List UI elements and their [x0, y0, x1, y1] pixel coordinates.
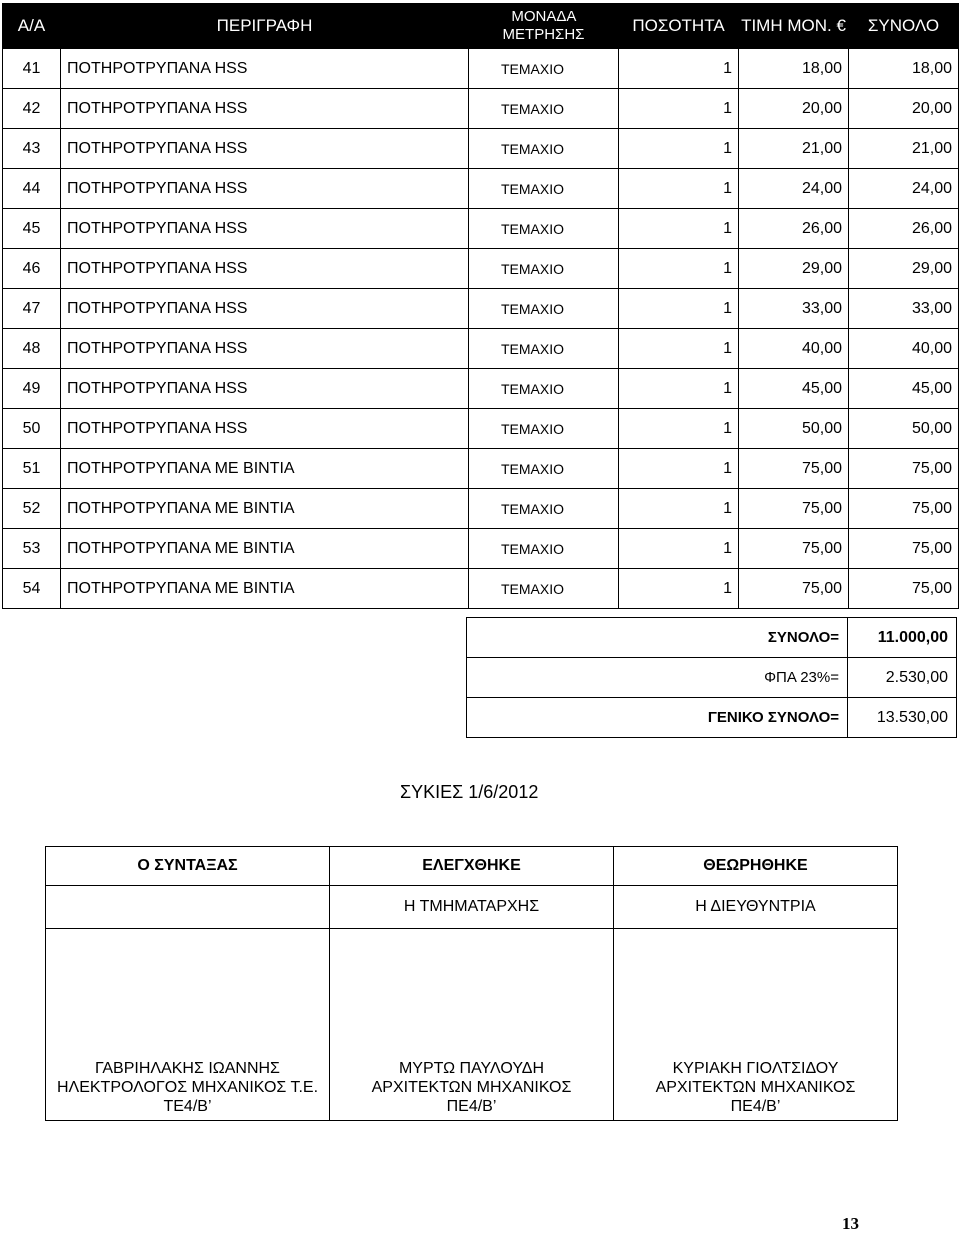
row-description: ΠΟΤΗΡΟΤΡΥΠΑΝΑ HSS — [61, 209, 469, 249]
subtotal-row — [467, 618, 957, 658]
row-total: 40,00 — [849, 329, 959, 369]
row-total: 50,00 — [849, 409, 959, 449]
row-unit: ΤΕΜΑΧΙΟ — [469, 89, 619, 129]
row-quantity: 1 — [619, 249, 739, 289]
signature-approver-grade: ΠΕ4/Β’ — [730, 1098, 781, 1115]
table-header-row — [3, 4, 959, 49]
row-aa: 41 — [3, 49, 61, 89]
row-total: 75,00 — [849, 569, 959, 609]
row-aa: 54 — [3, 569, 61, 609]
row-quantity: 1 — [619, 529, 739, 569]
row-unit: ΤΕΜΑΧΙΟ — [469, 449, 619, 489]
totals-table — [466, 617, 957, 738]
row-aa: 51 — [3, 449, 61, 489]
row-unit: ΤΕΜΑΧΙΟ — [469, 369, 619, 409]
place-date: ΣΥΚΙΕΣ 1/6/2012 — [400, 782, 539, 802]
row-unit-price: 45,00 — [739, 369, 849, 409]
row-quantity: 1 — [619, 289, 739, 329]
row-unit-price: 26,00 — [739, 209, 849, 249]
row-total: 75,00 — [849, 449, 959, 489]
row-unit-price: 75,00 — [739, 529, 849, 569]
row-unit-price: 18,00 — [739, 49, 849, 89]
row-description: ΠΟΤΗΡΟΤΡΥΠΑΝΑ ΜΕ ΒΙΝΤΙΑ — [61, 569, 469, 609]
table-row — [3, 249, 959, 289]
row-aa: 43 — [3, 129, 61, 169]
row-unit: ΤΕΜΑΧΙΟ — [469, 489, 619, 529]
signature-author-grade: ΤΕ4/Β’ — [163, 1098, 212, 1115]
signatures-role-row — [46, 886, 898, 929]
row-total: 24,00 — [849, 169, 959, 209]
signature-header-checked: ΕΛΕΓΧΘΗΚΕ — [330, 847, 614, 886]
row-quantity: 1 — [619, 329, 739, 369]
row-unit: ΤΕΜΑΧΙΟ — [469, 529, 619, 569]
row-quantity: 1 — [619, 369, 739, 409]
row-quantity: 1 — [619, 489, 739, 529]
signature-role-approved: Η ΔΙΕΥΘΥΝΤΡΙΑ — [614, 886, 898, 929]
row-description: ΠΟΤΗΡΟΤΡΥΠΑΝΑ HSS — [61, 49, 469, 89]
row-total: 75,00 — [849, 489, 959, 529]
signature-header-author: Ο ΣΥΝΤΑΞΑΣ — [46, 847, 330, 886]
row-aa: 42 — [3, 89, 61, 129]
row-quantity: 1 — [619, 569, 739, 609]
row-aa: 49 — [3, 369, 61, 409]
vat-value: 2.530,00 — [848, 658, 957, 698]
row-description: ΠΟΤΗΡΟΤΡΥΠΑΝΑ HSS — [61, 169, 469, 209]
header-description: ΠΕΡΙΓΡΑΦΗ — [61, 4, 469, 49]
grand-total-label: ΓΕΝΙΚΟ ΣΥΝΟΛΟ= — [467, 698, 848, 738]
header-unit-price — [739, 4, 849, 49]
signature-author-title: ΗΛΕΚΤΡΟΛΟΓΟΣ ΜΗΧΑΝΙΚΟΣ Τ.Ε. — [56, 1079, 319, 1096]
header-unit-line1: ΜΟΝΑΔΑ — [511, 8, 576, 25]
row-aa: 48 — [3, 329, 61, 369]
signatures-header-row — [46, 847, 898, 886]
row-unit-price: 75,00 — [739, 489, 849, 529]
header-price-line1: ΤΙΜΗ — [741, 16, 783, 35]
header-aa: Α/Α — [3, 4, 61, 49]
row-quantity: 1 — [619, 209, 739, 249]
row-unit-price: 20,00 — [739, 89, 849, 129]
table-row — [3, 329, 959, 369]
grand-total-value: 13.530,00 — [848, 698, 957, 738]
table-row — [3, 89, 959, 129]
row-total: 45,00 — [849, 369, 959, 409]
row-total: 33,00 — [849, 289, 959, 329]
signature-checker-grade: ΠΕ4/Β’ — [446, 1098, 497, 1115]
row-total: 75,00 — [849, 529, 959, 569]
row-unit: ΤΕΜΑΧΙΟ — [469, 169, 619, 209]
row-unit: ΤΕΜΑΧΙΟ — [469, 129, 619, 169]
header-quantity: ΠΟΣΟΤΗΤΑ — [619, 4, 739, 49]
row-quantity: 1 — [619, 89, 739, 129]
row-total: 26,00 — [849, 209, 959, 249]
row-aa: 45 — [3, 209, 61, 249]
row-unit-price: 75,00 — [739, 569, 849, 609]
signatures-table — [45, 846, 898, 1121]
subtotal-label: ΣΥΝΟΛΟ= — [467, 618, 848, 658]
row-description: ΠΟΤΗΡΟΤΡΥΠΑΝΑ HSS — [61, 329, 469, 369]
row-description: ΠΟΤΗΡΟΤΡΥΠΑΝΑ HSS — [61, 129, 469, 169]
table-row — [3, 129, 959, 169]
row-unit-price: 50,00 — [739, 409, 849, 449]
header-total: ΣΥΝΟΛΟ — [849, 4, 959, 49]
row-unit: ΤΕΜΑΧΙΟ — [469, 209, 619, 249]
row-unit-price: 75,00 — [739, 449, 849, 489]
table-row — [3, 289, 959, 329]
row-description: ΠΟΤΗΡΟΤΡΥΠΑΝΑ HSS — [61, 369, 469, 409]
row-description: ΠΟΤΗΡΟΤΡΥΠΑΝΑ ΜΕ ΒΙΝΤΙΑ — [61, 489, 469, 529]
row-unit-price: 29,00 — [739, 249, 849, 289]
table-row — [3, 489, 959, 529]
row-unit-price: 21,00 — [739, 129, 849, 169]
signature-header-approved: ΘΕΩΡΗΘΗΚΕ — [614, 847, 898, 886]
row-aa: 47 — [3, 289, 61, 329]
table-body — [3, 49, 959, 609]
signature-checker-name: ΜΥΡΤΩ ΠΑΥΛΟΥΔΗ — [398, 1060, 545, 1077]
signature-author-name: ΓΑΒΡΙΗΛΑΚΗΣ ΙΩΑΝΝΗΣ — [95, 1060, 280, 1077]
table-row — [3, 209, 959, 249]
row-unit-price: 24,00 — [739, 169, 849, 209]
row-unit-price: 40,00 — [739, 329, 849, 369]
subtotal-value: 11.000,00 — [848, 618, 957, 658]
row-aa: 44 — [3, 169, 61, 209]
row-description: ΠΟΤΗΡΟΤΡΥΠΑΝΑ HSS — [61, 249, 469, 289]
vat-label: ΦΠΑ 23%= — [467, 658, 848, 698]
row-total: 21,00 — [849, 129, 959, 169]
signature-approver-name: ΚΥΡΙΑΚΗ ΓΙΟΛΤΣΙΔΟΥ — [672, 1060, 839, 1077]
table-row — [3, 449, 959, 489]
row-unit: ΤΕΜΑΧΙΟ — [469, 569, 619, 609]
row-aa: 52 — [3, 489, 61, 529]
signature-role-checked: Η ΤΜΗΜΑΤΑΡΧΗΣ — [330, 886, 614, 929]
table-row — [3, 529, 959, 569]
signature-role-author — [46, 886, 330, 929]
vat-row — [467, 658, 957, 698]
page-number: 13 — [842, 1214, 859, 1233]
row-unit: ΤΕΜΑΧΙΟ — [469, 249, 619, 289]
signature-checker-title: ΑΡΧΙΤΕΚΤΩΝ ΜΗΧΑΝΙΚΟΣ — [371, 1079, 572, 1096]
signature-checker — [330, 929, 614, 1121]
row-unit-price: 33,00 — [739, 289, 849, 329]
row-unit: ΤΕΜΑΧΙΟ — [469, 49, 619, 89]
row-quantity: 1 — [619, 409, 739, 449]
row-aa: 46 — [3, 249, 61, 289]
signature-approver-title: ΑΡΧΙΤΕΚΤΩΝ ΜΗΧΑΝΙΚΟΣ — [655, 1079, 856, 1096]
header-unit-line2: ΜΕΤΡΗΣΗΣ — [502, 26, 585, 43]
table-row — [3, 369, 959, 409]
table-row — [3, 569, 959, 609]
row-description: ΠΟΤΗΡΟΤΡΥΠΑΝΑ ΜΕ ΒΙΝΤΙΑ — [61, 529, 469, 569]
table-row — [3, 169, 959, 209]
row-unit: ΤΕΜΑΧΙΟ — [469, 329, 619, 369]
signature-author — [46, 929, 330, 1121]
grand-total-row — [467, 698, 957, 738]
row-aa: 53 — [3, 529, 61, 569]
signature-approver — [614, 929, 898, 1121]
row-quantity: 1 — [619, 49, 739, 89]
items-table — [2, 3, 959, 609]
row-total: 29,00 — [849, 249, 959, 289]
table-row — [3, 49, 959, 89]
header-price-line2: ΜΟΝ. € — [787, 16, 846, 35]
row-description: ΠΟΤΗΡΟΤΡΥΠΑΝΑ HSS — [61, 89, 469, 129]
row-total: 20,00 — [849, 89, 959, 129]
row-aa: 50 — [3, 409, 61, 449]
row-unit: ΤΕΜΑΧΙΟ — [469, 409, 619, 449]
row-total: 18,00 — [849, 49, 959, 89]
signatures-name-row — [46, 929, 898, 1121]
row-quantity: 1 — [619, 169, 739, 209]
row-unit: ΤΕΜΑΧΙΟ — [469, 289, 619, 329]
row-quantity: 1 — [619, 129, 739, 169]
row-description: ΠΟΤΗΡΟΤΡΥΠΑΝΑ ΜΕ ΒΙΝΤΙΑ — [61, 449, 469, 489]
row-quantity: 1 — [619, 449, 739, 489]
row-description: ΠΟΤΗΡΟΤΡΥΠΑΝΑ HSS — [61, 289, 469, 329]
table-row — [3, 409, 959, 449]
row-description: ΠΟΤΗΡΟΤΡΥΠΑΝΑ HSS — [61, 409, 469, 449]
header-unit — [469, 4, 619, 49]
